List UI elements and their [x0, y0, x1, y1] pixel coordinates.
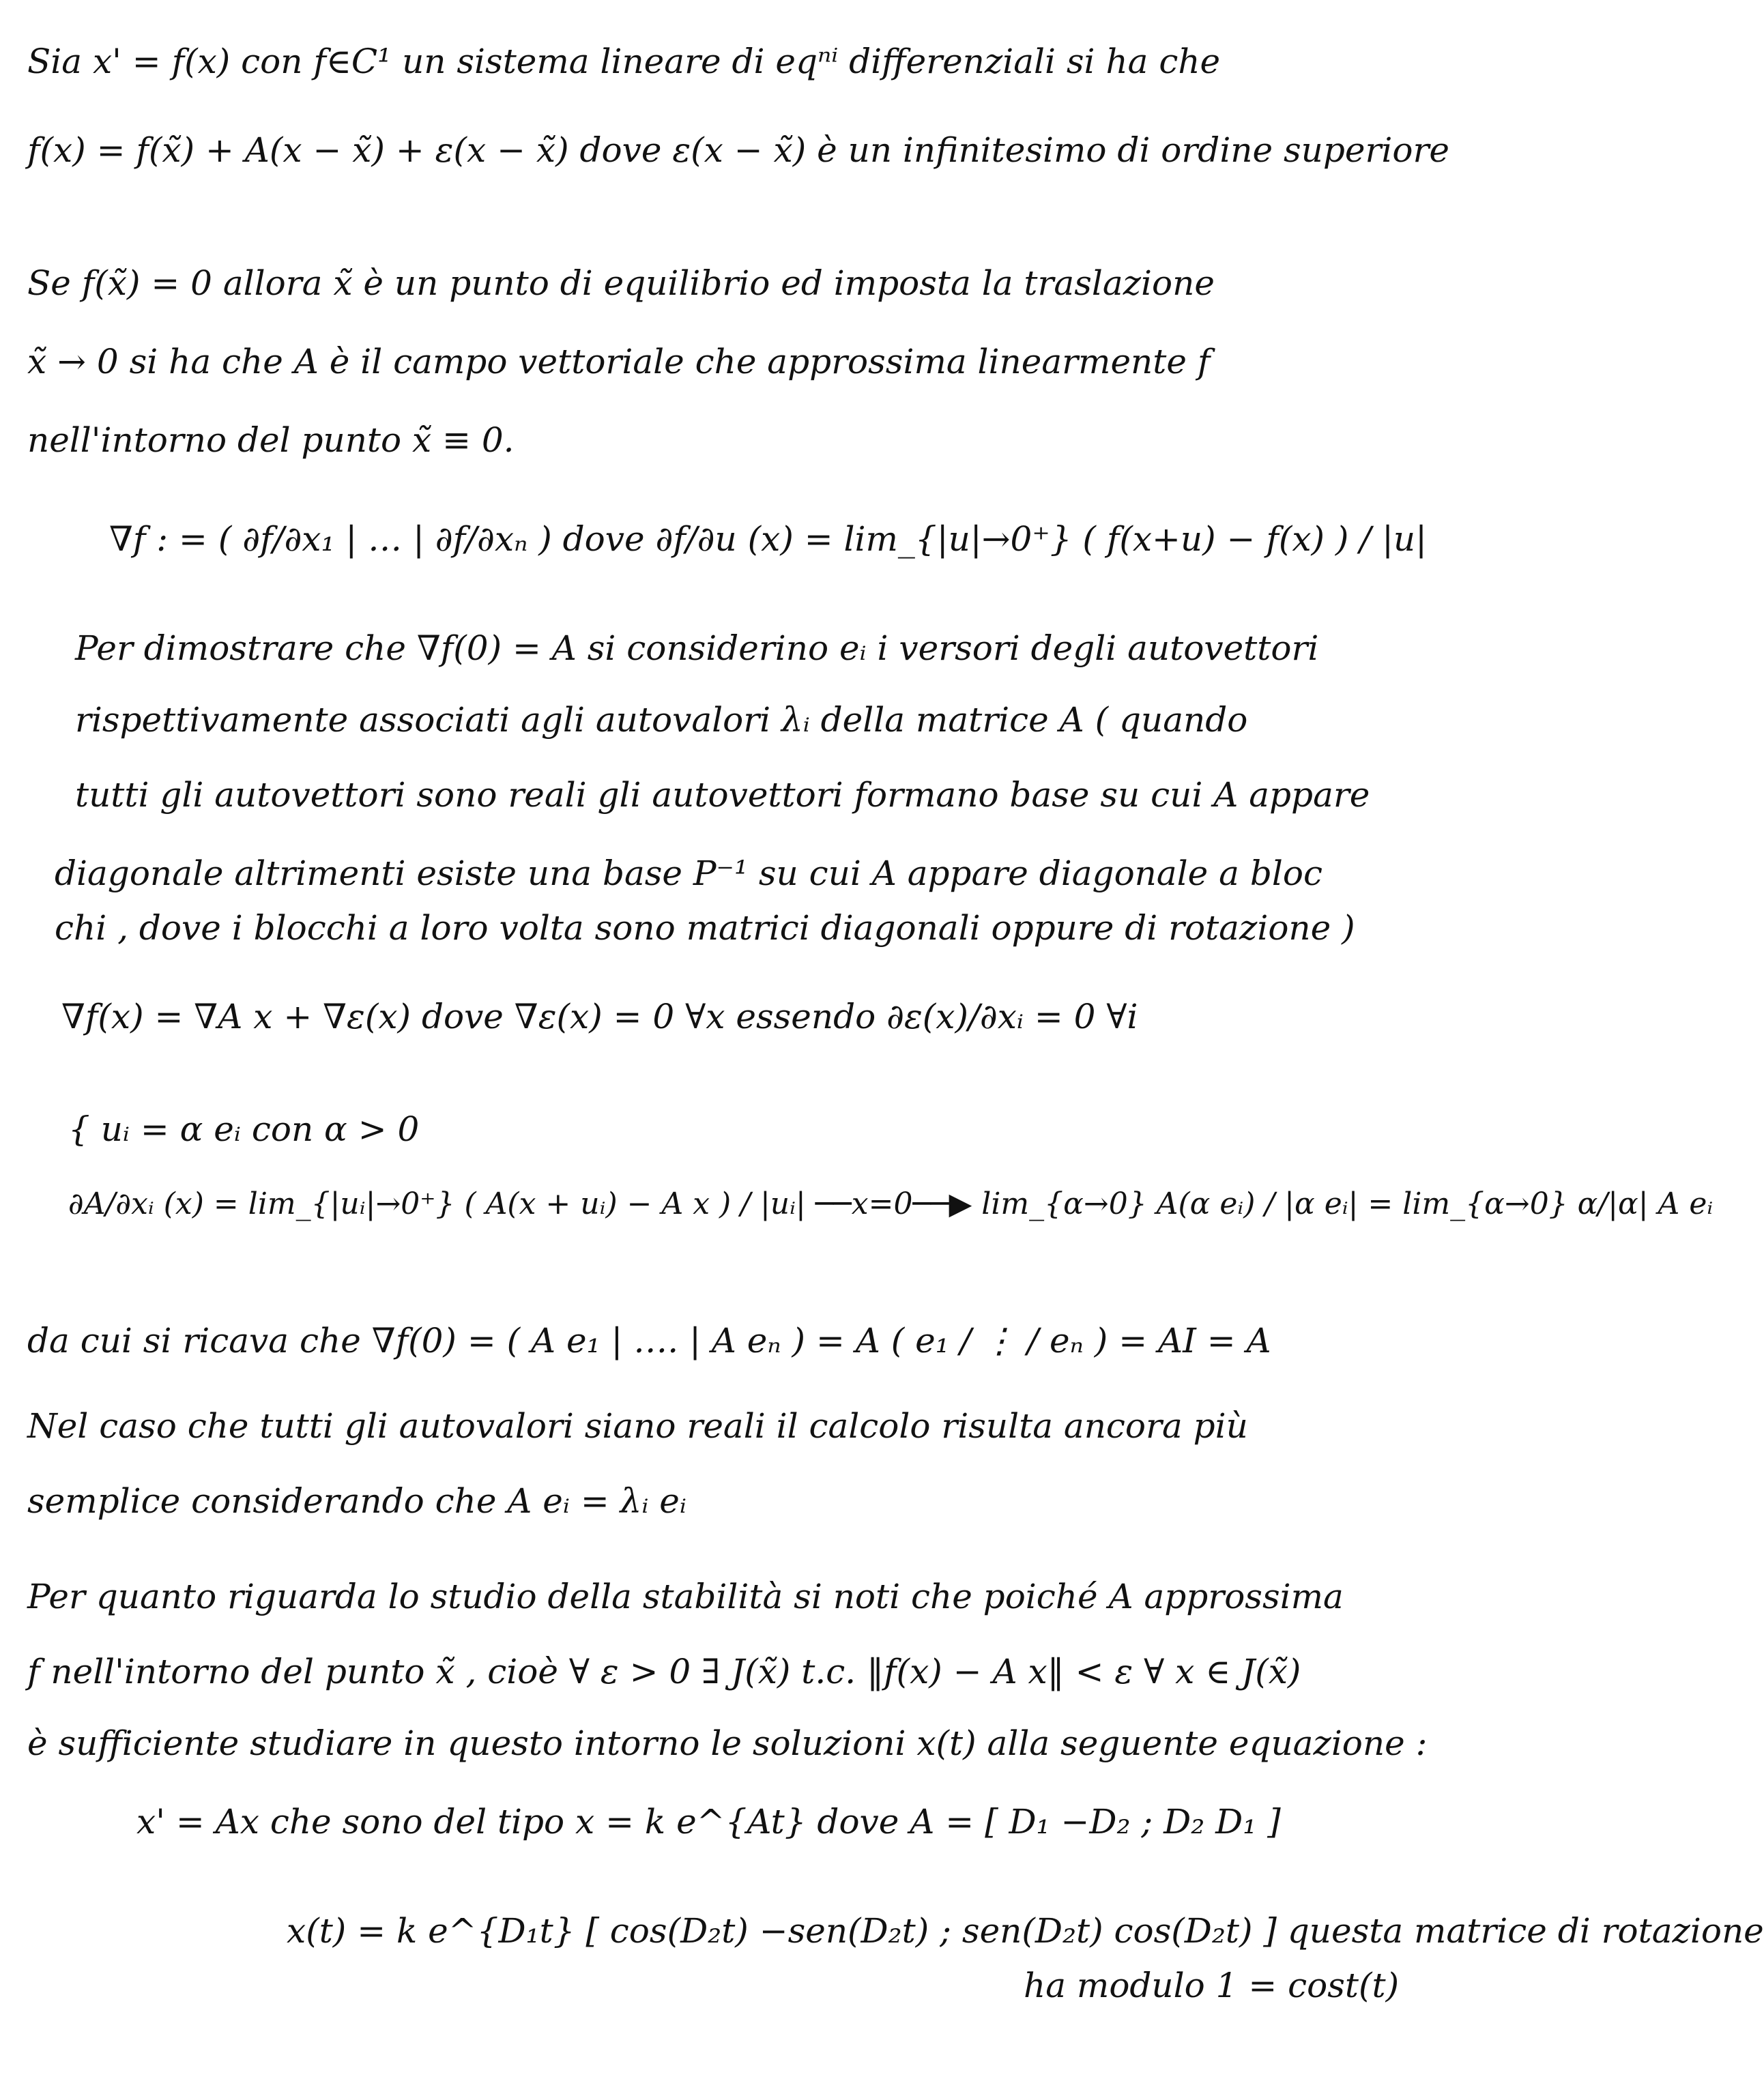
- system-line-1: { uᵢ = α eᵢ con α > 0: [68, 1109, 420, 1149]
- text-line-2: f(x) = f(x̃) + A(x − x̃) + ε(x − x̃) dove ε(x − x̃) è un infinitesimo di ordine superiore: [27, 130, 1449, 170]
- identity-result: da cui si ricava che ∇f(0) = ( A e₁ | …. | A eₙ ) = A ( e₁ / ⋮ / eₙ ) = AI = A: [27, 1321, 1271, 1360]
- text-line-19: f nell'intorno del punto x̃ , cioè ∀ ε > 0 ∃ J(x̃) t.c. ‖f(x) − A x‖ < ε ∀ x ∈ J(x̃): [27, 1652, 1301, 1691]
- text-line-10: diagonale altrimenti esiste una base P⁻¹ su cui A appare diagonale a bloc: [55, 854, 1322, 893]
- text-line-9: tutti gli autovettori sono reali gli autovettori formano base su cui A appare: [75, 775, 1370, 815]
- solution-form: x' = Ax che sono del tipo x = k e^{At} dove A = [ D₁ −D₂ ; D₂ D₁ ]: [136, 1802, 1281, 1842]
- text-line-11: chi , dove i blocchi a loro volta sono matrici diagonali oppure di rotazione ): [55, 908, 1355, 948]
- text-line-3: Se f(x̃) = 0 allora x̃ è un punto di equilibrio ed imposta la traslazione: [27, 263, 1215, 303]
- text-line-7: Per dimostrare che ∇f(0) = A si considerino eᵢ i versori degli autovettori: [75, 628, 1319, 668]
- rotation-solution: x(t) = k e^{D₁t} [ cos(D₂t) −sen(D₂t) ; sen(D₂t) cos(D₂t) ] questa matrice di rotazione: [287, 1911, 1764, 1951]
- text-line-20: è sufficiente studiare in questo intorno le soluzioni x(t) alla seguente equazione :: [27, 1723, 1428, 1763]
- gradient-decomposition: ∇f(x) = ∇A x + ∇ε(x) dove ∇ε(x) = 0 ∀x essendo ∂ε(x)/∂xᵢ = 0 ∀i: [61, 997, 1138, 1036]
- text-line-5: nell'intorno del punto x̃ ≡ 0.: [27, 420, 515, 460]
- text-line-8: rispettivamente associati agli autovalori λᵢ della matrice A ( quando: [75, 700, 1248, 740]
- gradient-definition: ∇f : = ( ∂f/∂x₁ | … | ∂f/∂xₙ ) dove ∂f/∂u (x) = lim_{|u|→0⁺} ( f(x+u) − f(x) ) / |u|: [109, 519, 1427, 559]
- system-line-2: ∂A/∂xᵢ (x) = lim_{|uᵢ|→0⁺} ( A(x + uᵢ) − A x ) / |uᵢ| ──x=0──▶ lim_{α→0} A(α eᵢ) / |α eᵢ| = lim_{α→0} α/|α| A eᵢ: [68, 1187, 1714, 1221]
- text-line-4: x̃ → 0 si ha che A è il campo vettoriale che approssima linearmente f: [27, 342, 1211, 381]
- text-line-18: Per quanto riguarda lo studio della stabilità si noti che poiché A approssima: [27, 1577, 1344, 1616]
- rotation-note: ha modulo 1 = cost(t): [1024, 1966, 1400, 2005]
- text-line-16: Nel caso che tutti gli autovalori siano reali il calcolo risulta ancora più: [27, 1406, 1248, 1446]
- text-line-1: Sia x' = f(x) con f∈C¹ un sistema lineare di eqⁿⁱ differenziali si ha che: [27, 42, 1221, 81]
- text-line-17: semplice considerando che A eᵢ = λᵢ eᵢ: [27, 1481, 686, 1521]
